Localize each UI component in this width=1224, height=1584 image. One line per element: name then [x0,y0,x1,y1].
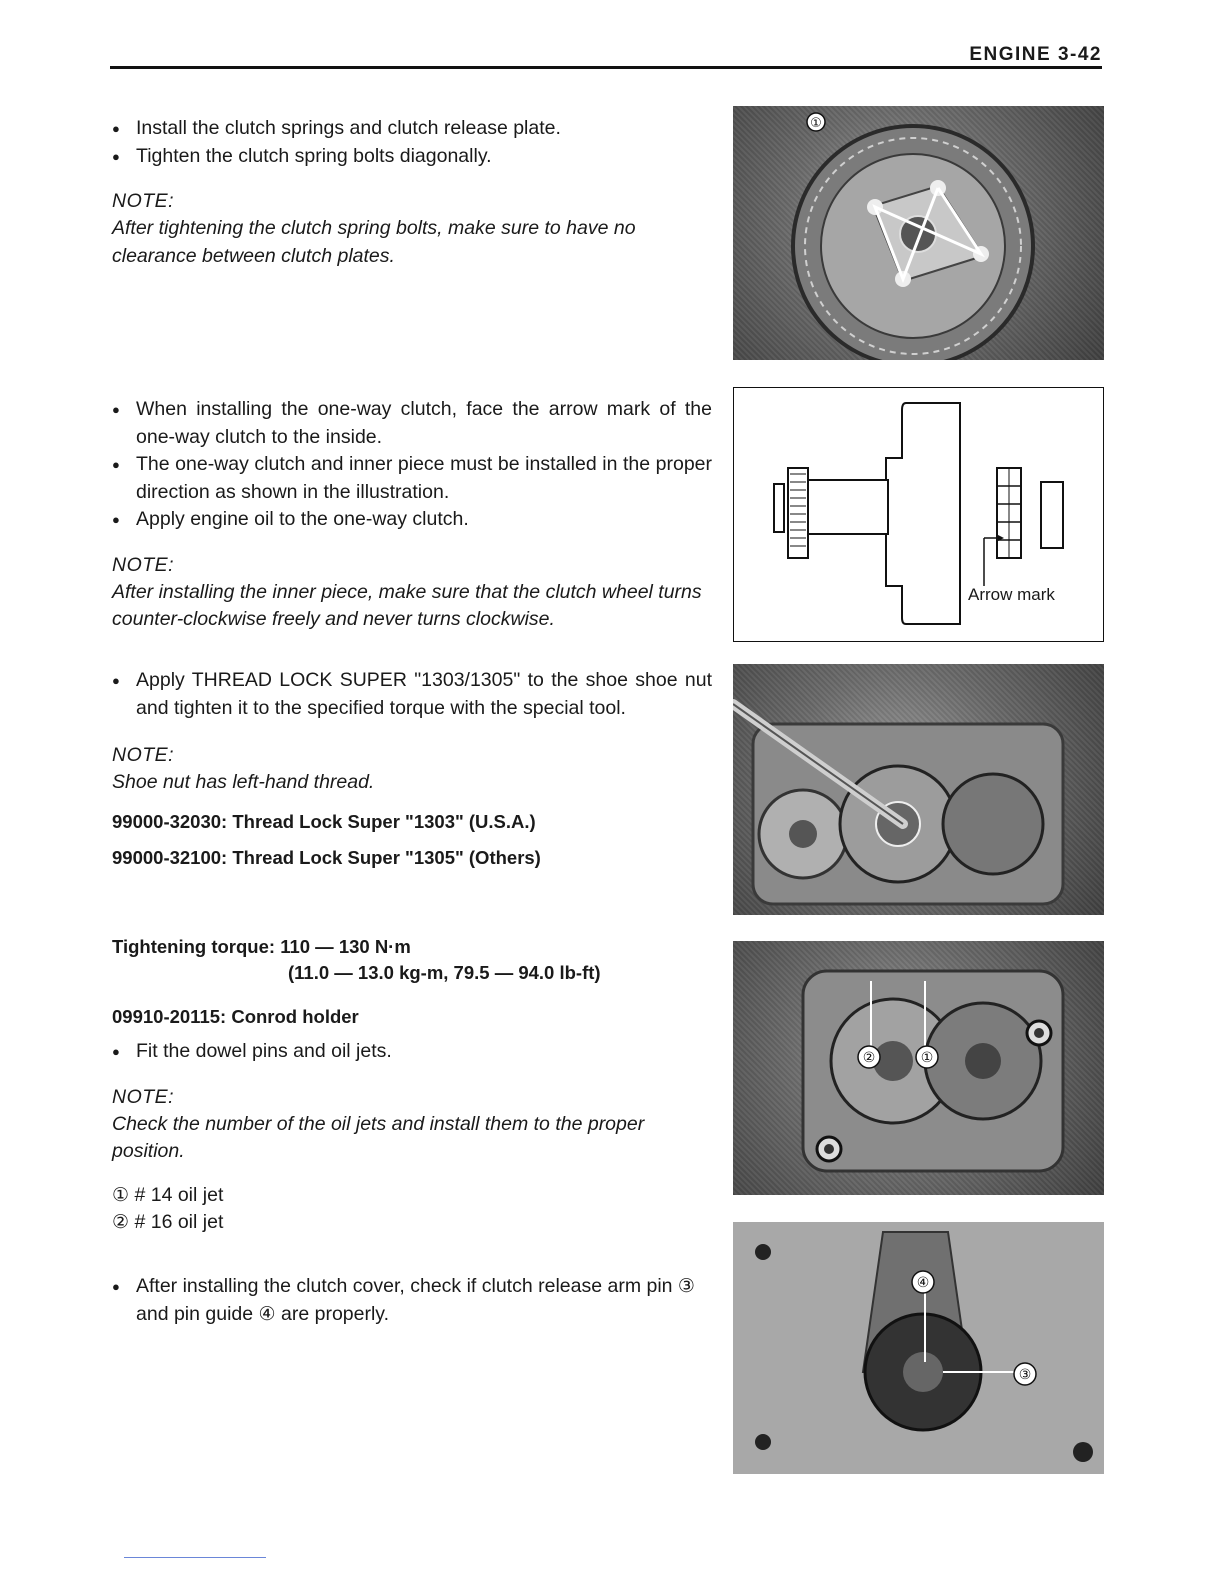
bullet-item: ● Apply engine oil to the one-way clutch. [112,506,712,534]
bullet-list [112,1038,712,1066]
torque-line-1: Tightening torque: 110 — 130 N·m [112,936,411,957]
header-rule [110,66,1102,69]
note-text: Shoe nut has left-hand thread. [112,771,375,793]
marker-3: ③ [677,1276,695,1297]
shoe-nut-illustration [733,664,1104,915]
page-header-title: ENGINE 3-42 [969,44,1102,65]
bullet-item: ● Apply THREAD LOCK SUPER "1303/1305" to the shoe shoe nut and tighten it to the specified torque with the special tool. [112,667,712,722]
oil-jet-item-1 [112,1182,712,1210]
section-clutch-springs [112,115,712,270]
arrow-mark-label: Arrow mark [968,585,1055,604]
oil-jet-text: # 16 oil jet [134,1211,224,1233]
bullet-item: ● When installing the one-way clutch, face the arrow mark of the one-way clutch to the inside. [112,396,712,451]
release-arm-illustration [733,1222,1104,1474]
section-release-arm [112,1273,712,1328]
one-way-clutch-diagram [733,387,1104,642]
note-text: Check the number of the oil jets and install them to the proper position. [112,1112,645,1162]
photo-marker-4: ④ [916,1275,930,1291]
torque-line-2: (11.0 — 13.0 kg-m, 79.5 — 94.0 lb-ft) [288,962,601,983]
note-label: NOTE: [112,1085,175,1108]
section-thread-lock [112,667,712,871]
photo-release-arm [733,1222,1104,1474]
bullet-item: ● Install the clutch springs and clutch release plate. [112,115,712,143]
note-label: NOTE: [112,744,175,766]
oil-jets-illustration [733,941,1104,1195]
oil-jet-item-2 [112,1209,712,1237]
bullet-item: ● Tighten the clutch spring bolts diagonally. [112,143,712,171]
bullet-item: ● Fit the dowel pins and oil jets. [112,1038,712,1066]
photo-marker-1: ① [810,116,822,131]
release-text-pre: After installing the clutch cover, check if clutch release arm pin [136,1275,673,1297]
marker-1: ① [112,1184,130,1206]
photo-marker-3: ③ [1018,1367,1032,1383]
photo-clutch-springs [733,106,1104,360]
bullet-list [112,1273,712,1328]
conrod-holder-tool: 09910-20115: Conrod holder [112,1006,359,1027]
release-text-mid: and pin guide [136,1302,254,1325]
note-text: After installing the inner piece, make sure that the clutch wheel turns counter-clockwise freely and never turns clockwise. [112,580,702,630]
note-label: NOTE: [112,553,175,576]
photo-marker-1: ① [920,1050,934,1066]
section-torque-and-jets [112,934,712,1237]
photo-oil-jets [733,941,1104,1195]
bullet-item [112,1273,712,1328]
marker-2: ② [112,1212,130,1233]
scan-artifact-line [124,1557,266,1558]
marker-4: ④ [258,1303,276,1325]
photo-marker-2: ② [862,1050,876,1066]
note-label: NOTE: [112,190,175,212]
note-text: After tightening the clutch spring bolts, make sure to have no clearance between clutch plates. [112,217,636,267]
spec-thread-lock-others: 99000-32100: Thread Lock Super "1305" (Others) [112,846,541,868]
section-one-way-clutch [112,396,712,634]
release-text-post: are properly. [281,1302,390,1325]
bullet-list [112,667,712,722]
clutch-springs-illustration [733,106,1104,360]
oil-jet-text: # 14 oil jet [134,1183,224,1206]
bullet-item: ● The one-way clutch and inner piece must be installed in the proper direction as shown in the illustration. [112,451,712,506]
bullet-list [112,396,712,534]
bullet-list [112,115,712,170]
spec-thread-lock-usa: 99000-32030: Thread Lock Super "1303" (U.S.A.) [112,810,536,832]
photo-shoe-nut [733,664,1104,915]
